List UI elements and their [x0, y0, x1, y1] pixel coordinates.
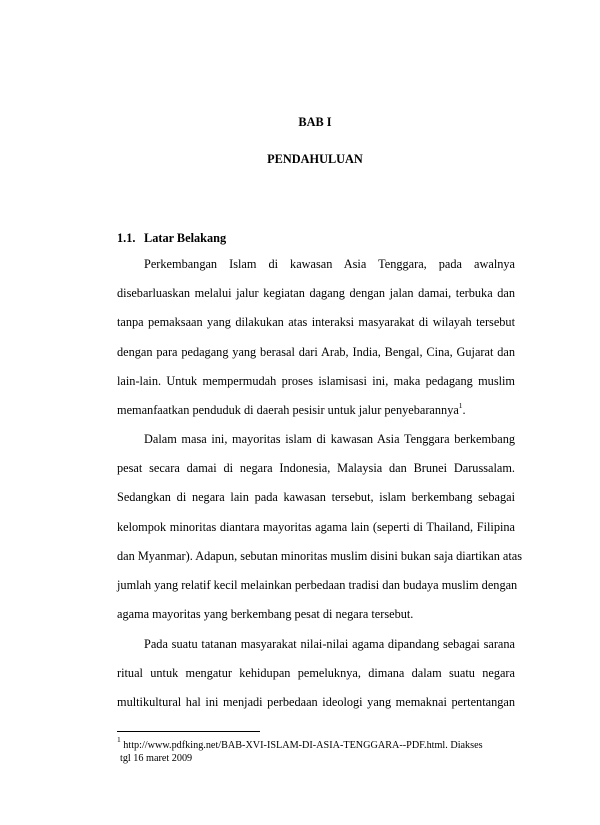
section-title: Latar Belakang [144, 231, 227, 245]
paragraph-line: lain-lain. Untuk mempermudah proses islamisasi ini, maka pedagang muslim [117, 373, 515, 388]
paragraph-line [117, 400, 515, 432]
paragraph-line: tanpa pemaksaan yang dilakukan atas interaksi masyarakat di wilayah tersebut [117, 315, 515, 330]
paragraph-line: jumlah yang relatif kecil melainkan perbedaan tradisi dan budaya muslim dengan [117, 577, 518, 592]
footnote-line [117, 735, 517, 753]
chapter-label: BAB I [298, 115, 332, 129]
paragraph-line: Perkembangan Islam di kawasan Asia Tenggara, pada awalnya [144, 257, 515, 271]
paragraph-line: kelompok minoritas diantara mayoritas agama lain (seperti di Thailand, Filipina [117, 519, 515, 534]
footnote-marker: 1 [117, 735, 121, 744]
paragraph-2 [117, 432, 523, 636]
footnote-reference: 1 [458, 400, 463, 410]
paragraph-line: Pada suatu tatanan masyarakat nilai-nilai agama dipandang sebagai sarana [144, 637, 515, 651]
footnote-line: tgl 16 maret 2009 [120, 752, 193, 764]
sentence-end: . [462, 402, 466, 417]
footnote-url: http://www.pdfking.net/BAB-XVI-ISLAM-DI-ASIA-TENGGARA--PDF.html. Diakses [123, 740, 483, 751]
footnote-separator [117, 731, 260, 732]
paragraph-1 [117, 257, 515, 432]
section-number: 1.1. [117, 231, 136, 245]
chapter-title: PENDAHULUAN [267, 152, 363, 166]
paragraph-line: Dalam masa ini, mayoritas islam di kawasan Asia Tenggara berkembang [144, 432, 515, 446]
paragraph-line: pesat secara damai di negara Indonesia, Malaysia dan Brunei Darussalam. [117, 461, 515, 476]
footnote [117, 735, 517, 765]
paragraph-line-text: memanfaatkan penduduk di daerah pesisir untuk jalur penyebarannya [117, 402, 459, 417]
paragraph-line: agama mayoritas yang berkembang pesat di negara tersebut. [117, 607, 414, 622]
paragraph-line: disebarluaskan melalui jalur kegiatan dagang dengan jalan damai, terbuka dan [117, 286, 515, 301]
paragraph-line: multikultural hal ini menjadi perbedaan ideologi yang memaknai pertentangan [117, 695, 515, 710]
paragraph-line: ritual untuk mengatur kehidupan pemeluknya, dimana dalam suatu negara [117, 666, 515, 681]
paragraph-line: Sedangkan di negara lain pada kawasan tersebut, islam berkembang sebagai [117, 490, 515, 505]
section-heading [117, 231, 226, 246]
paragraph-line: dengan para pedagang yang berasal dari Arab, India, Bengal, Cina, Gujarat dan [117, 344, 515, 359]
paragraph-3 [117, 637, 515, 725]
paragraph-line: dan Myanmar). Adapun, sebutan minoritas muslim disini bukan saja diartikan atas [117, 548, 523, 563]
